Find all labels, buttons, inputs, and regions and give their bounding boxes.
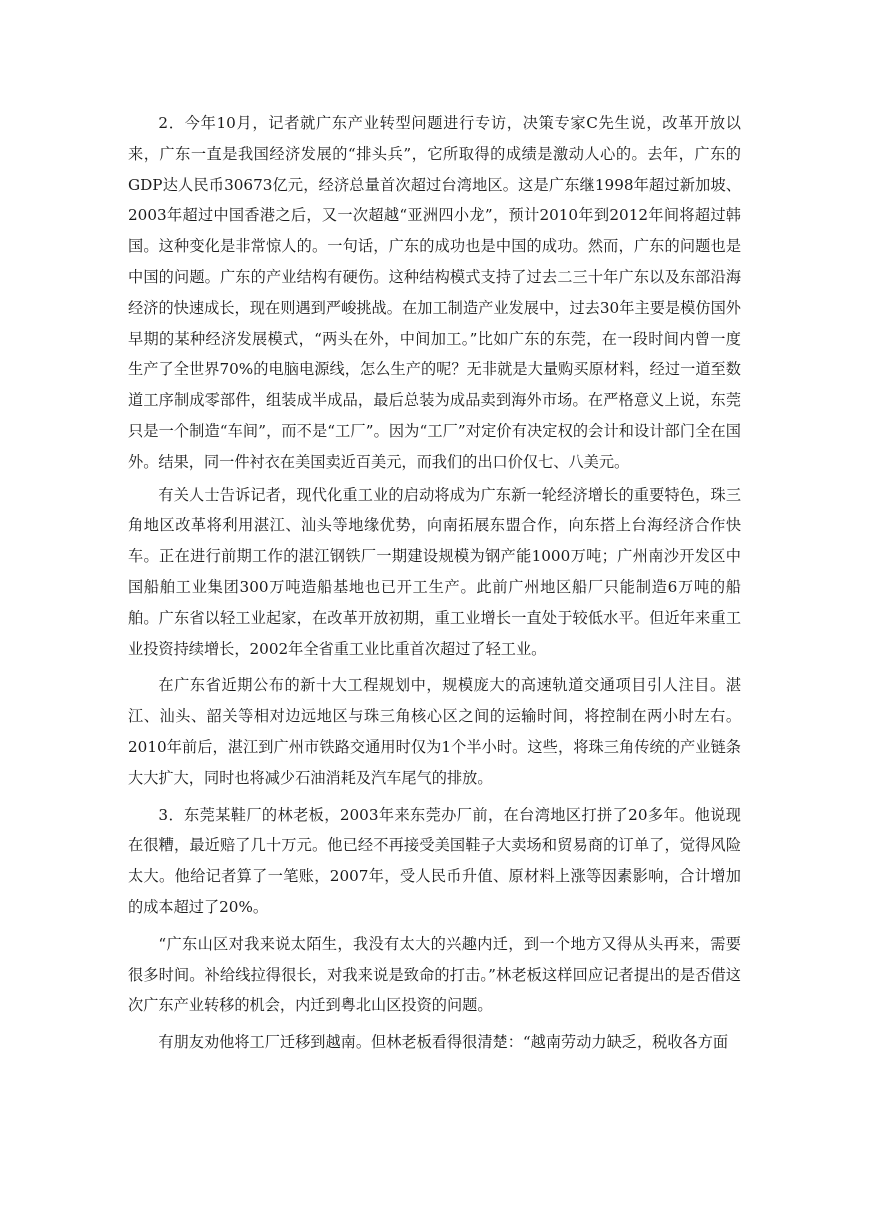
- paragraph-rail-transit: 在广东省近期公布的新十大工程规划中，规模庞大的高速轨道交通项目引人注目。湛江、汕头、韶关等相对边远地区与珠三角核心区之间的运输时间，将控制在两小时左右。2010年前后，湛江到广州市铁路交通用时仅为1个半小时。这些，将珠三角传统的产业链条大大扩大，同时也将减少石油消耗及汽车尾气的排放。: [128, 676, 741, 787]
- paragraph-heavy-industry: 有关人士告诉记者，现代化重工业的启动将成为广东新一轮经济增长的重要特色，珠三角地区改革将利用湛江、汕头等地缘优势，向南拓展东盟合作，向东搭上台海经济合作快车。正在进行前期工作的湛江钢铁厂一期建设规模为钢产能1000万吨；广州南沙开发区中国船舶工业集团300万吨造船基地也已开工生产。此前广州地区船厂只能制造6万吨的船舶。广东省以轻工业起家，在改革开放初期，重工业增长一直处于较低水平。但近年来重工业投资持续增长，2002年全省重工业比重首次超过了轻工业。: [128, 485, 741, 658]
- paragraph-section-3: 3．东莞某鞋厂的林老板，2003年来东莞办厂前，在台湾地区打拼了20多年。他说现在很糟，最近赔了几十万元。他已经不再接受美国鞋子大卖场和贸易商的订单了，觉得风险太大。他给记者算了一笔账，2007年，受人民币升值、原材料上涨等因素影响，合计增加的成本超过了20%。: [128, 805, 741, 916]
- body-text: [128, 108, 741, 1060]
- paragraph-vietnam: 有朋友劝他将工厂迁移到越南。但林老板看得很清楚：“越南劳动力缺乏，税收各方面: [158, 1033, 729, 1052]
- paragraph-section-2: 2．今年10月，记者就广东产业转型问题进行专访，决策专家C先生说，改革开放以来，广东一直是我国经济发展的“排头兵”，它所取得的成绩是激动人心的。去年，广东的GDP达人民币30673亿元，经济总量首次超过台湾地区。这是广东继1998年超过新加坡、2003年超过中国香港之后，又一次超越“亚洲四小龙”，预计2010年到2012年间将超过韩国。这种变化是非常惊人的。一句话，广东的成功也是中国的成功。然而，广东的问题也是中国的问题。广东的产业结构有硬伤。这种结构模式支持了过去二三十年广东以及东部沿海经济的快速成长，现在则遇到严峻挑战。在加工制造产业发展中，过去30年主要是模仿国外早期的某种经济发展模式，“两头在外，中间加工。”比如广东的东莞，在一段时间内曾一度生产了全世界70%的电脑电源线，怎么生产的呢？无非就是大量购买原材料，经过一道至数道工序制成零部件，组装成半成品，最后总装为成品卖到海外市场。在严格意义上说，东莞只是一个制造“车间”，而不是“工厂”。因为“工厂”对定价有决定权的会计和设计部门全在国外。结果，同一件衬衣在美国卖近百美元，而我们的出口价仅七、八美元。: [128, 114, 741, 471]
- paragraph-quote-lin: “广东山区对我来说太陌生，我没有太大的兴趣内迁，到一个地方又得从头再来，需要很多时间。补给线拉得很长，对我来说是致命的打击。”林老板这样回应记者提出的是否借这次广东产业转移的机会，内迁到粤北山区投资的问题。: [128, 934, 741, 1015]
